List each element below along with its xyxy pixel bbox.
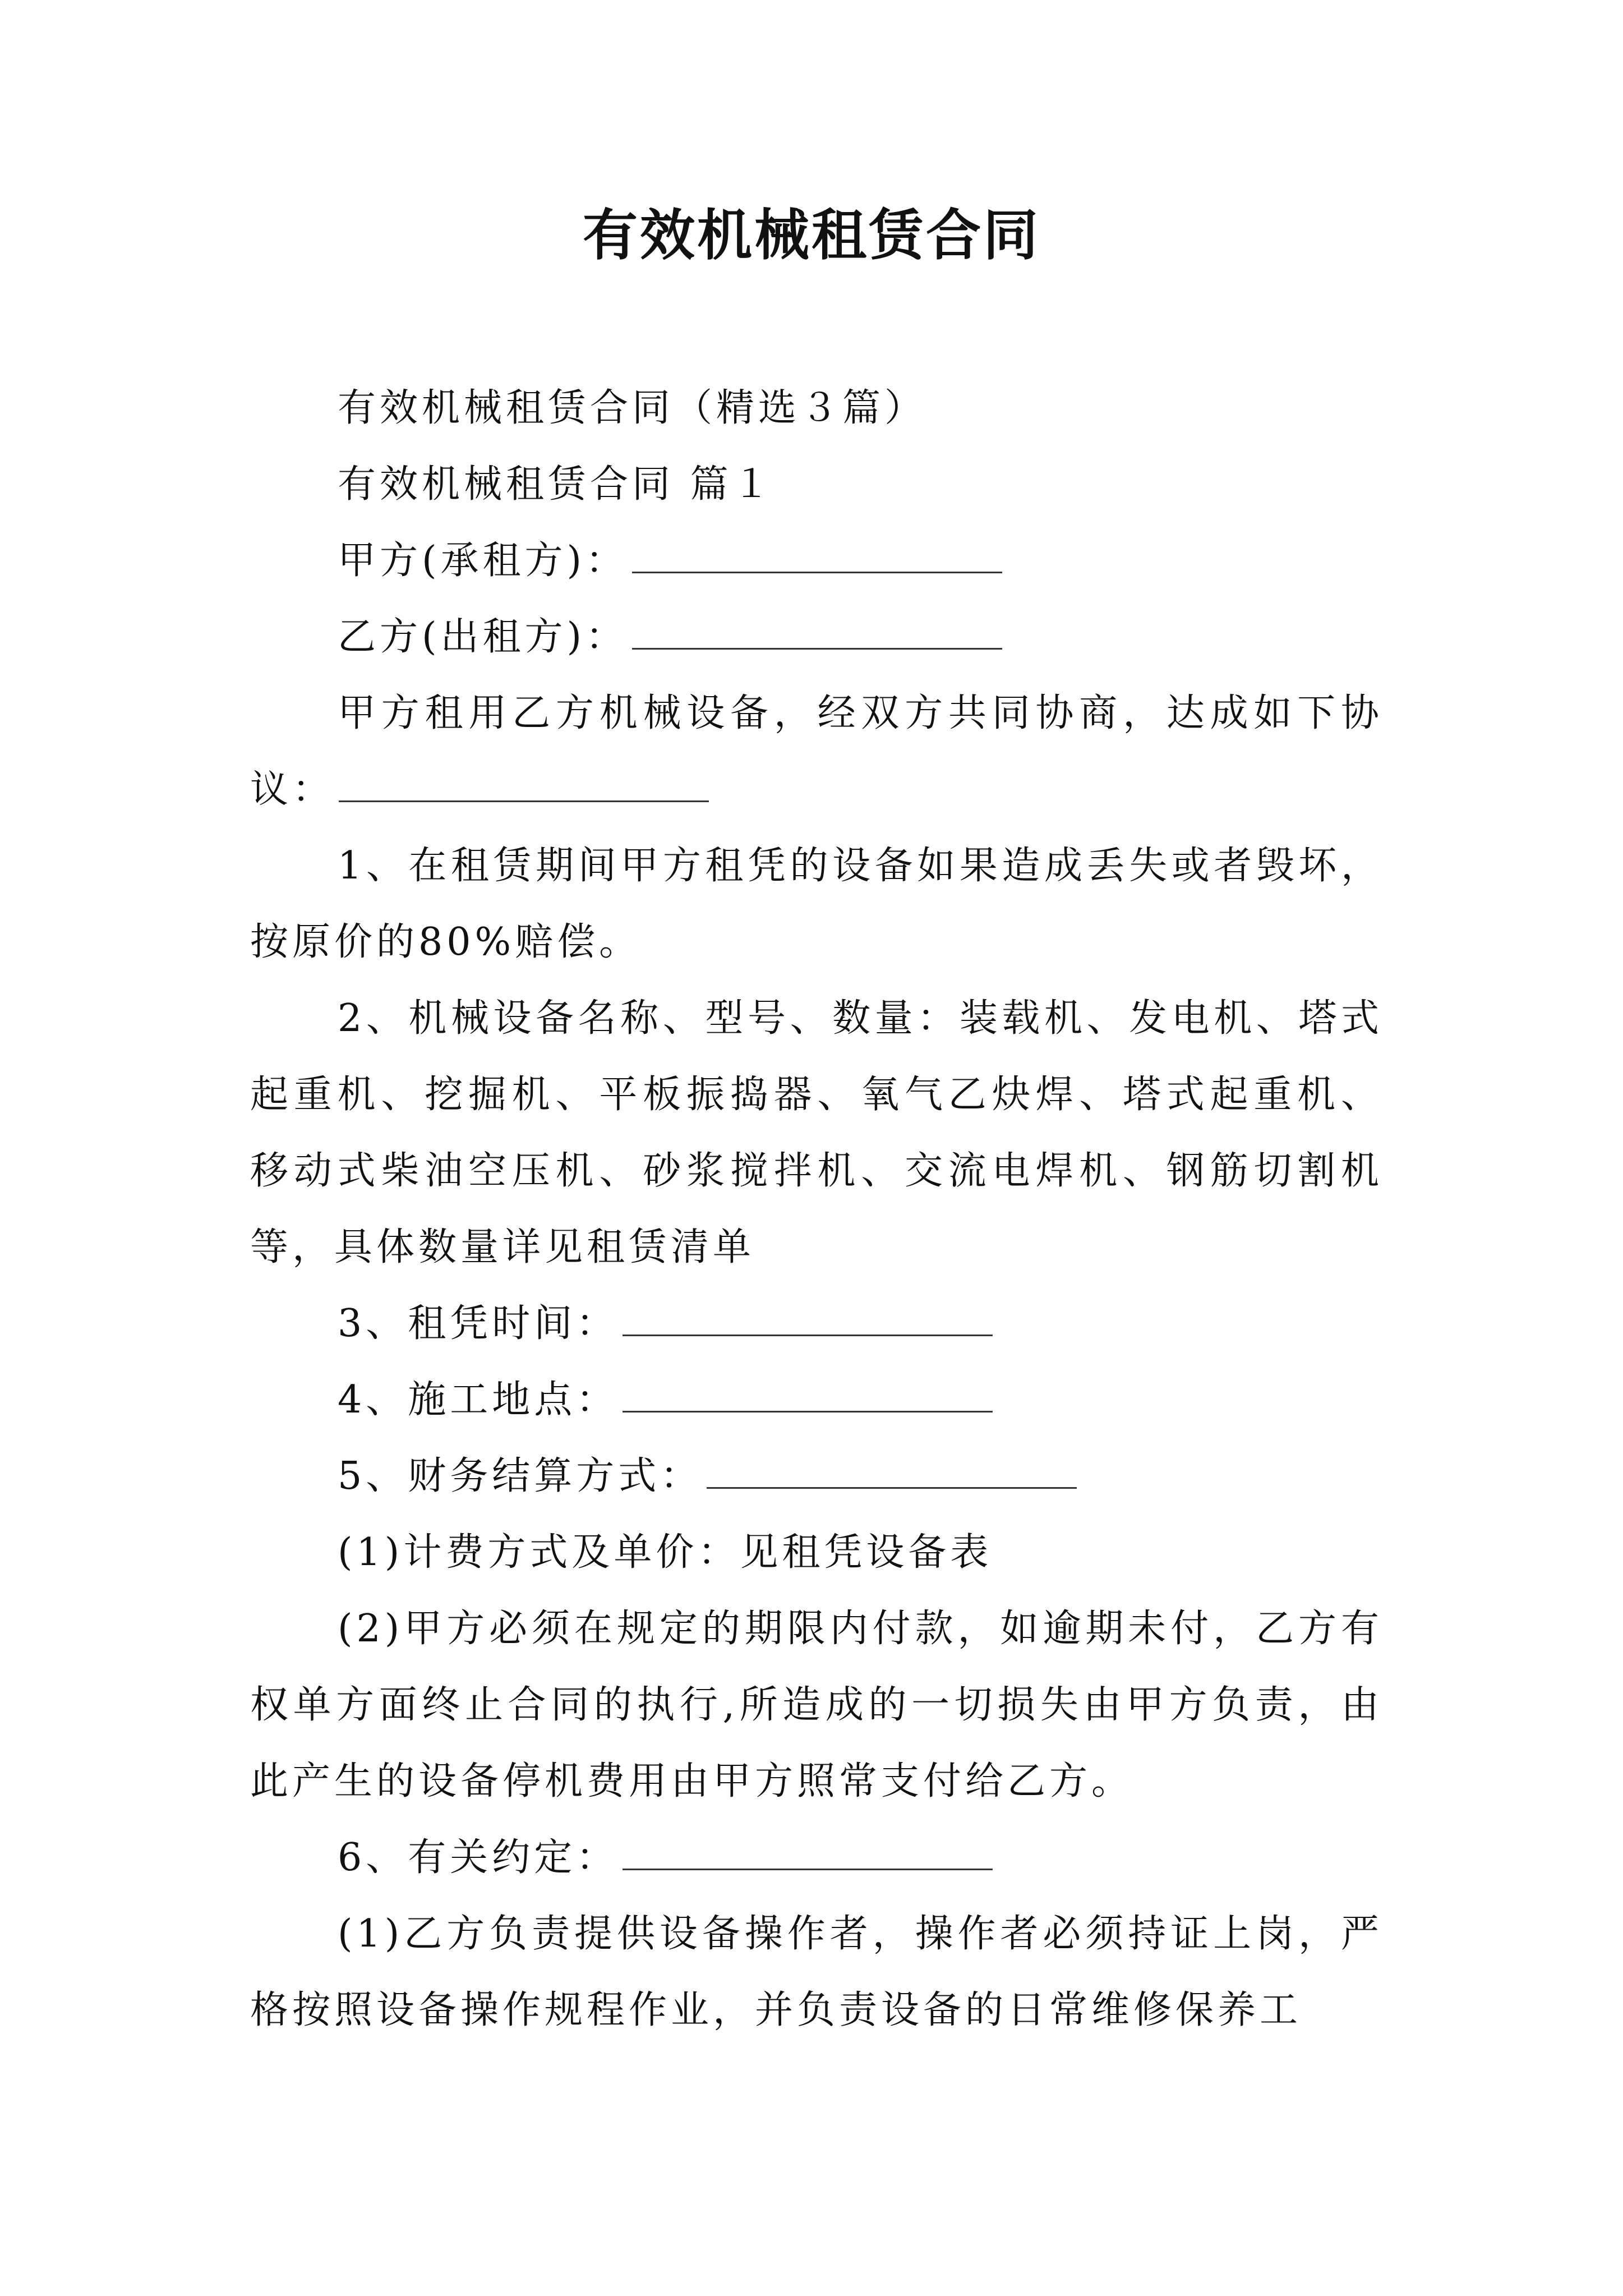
fill-in-blank-line [623,1299,993,1336]
paragraph-clause-1 [250,828,1383,981]
paragraph-party-a [250,523,1383,599]
paragraph-text: 2、机械设备名称、型号、数量：装载机、发电机、塔式起重机、挖掘机、平板振捣器、氧气乙炔焊、塔式起重机、移动式柴油空压机、砂浆搅拌机、交流电焊机、钢筋切割机等，具体数量详见租赁清单 [250,996,1383,1269]
document-body [250,370,1383,2049]
paragraph-text: (1)乙方负责提供设备操作者，操作者必须持证上岗，严格按照设备操作规程作业，并负责设备的日常维修保养工 [250,1912,1383,2032]
paragraph-text: 6、有关约定： [338,1835,619,1880]
paragraph-text: 甲方租用乙方机械设备，经双方共同协商，达成如下协议： [250,691,1383,812]
paragraph-text: 甲方(承租方)： [338,539,628,583]
paragraph-text: 有效机械租赁合同（精选３篇） [338,386,927,430]
paragraph-clause-6-1 [250,1896,1383,2049]
paragraph-clause-5-2 [250,1591,1383,1820]
paragraph-subtitle [250,370,1383,447]
paragraph-text: (2)甲方必须在规定的期限内付款，如逾期未付，乙方有权单方面终止合同的执行,所造成的一切损失由甲方负责，由此产生的设备停机费用由甲方照常支付给乙方。 [250,1607,1383,1803]
paragraph-text: (1)计费方式及单价：见租凭设备表 [338,1530,993,1575]
paragraph-text: 4、施工地点： [338,1378,619,1422]
paragraph-text: 乙方(出租方)： [338,615,628,659]
document-title: 有效机械租赁合同 [582,203,1040,268]
paragraph-party-b [250,599,1383,675]
paragraph-clause-4 [250,1362,1383,1438]
paragraph-clause-3 [250,1286,1383,1362]
fill-in-blank-line [632,536,1002,573]
paragraph-clause-5-1 [250,1515,1383,1591]
fill-in-blank-line [623,1375,993,1412]
fill-in-blank-line [623,1833,993,1870]
paragraph-text: 1、在租赁期间甲方租凭的设备如果造成丢失或者毁坏，按原价的80%赔偿。 [250,844,1383,964]
fill-in-blank-line [707,1451,1077,1489]
paragraph-clause-6 [250,1820,1383,1896]
paragraph-clause-2 [250,981,1383,1286]
paragraph-part-heading [250,447,1383,523]
fill-in-blank-line [339,765,709,802]
paragraph-text: 5、财务结算方式： [338,1454,703,1498]
paragraph-text: 3、租凭时间： [338,1301,619,1346]
paragraph-agreement-intro [250,675,1383,828]
paragraph-clause-5 [250,1438,1383,1515]
fill-in-blank-line [632,612,1002,650]
paragraph-text: 有效机械租赁合同 篇１ [338,462,774,507]
